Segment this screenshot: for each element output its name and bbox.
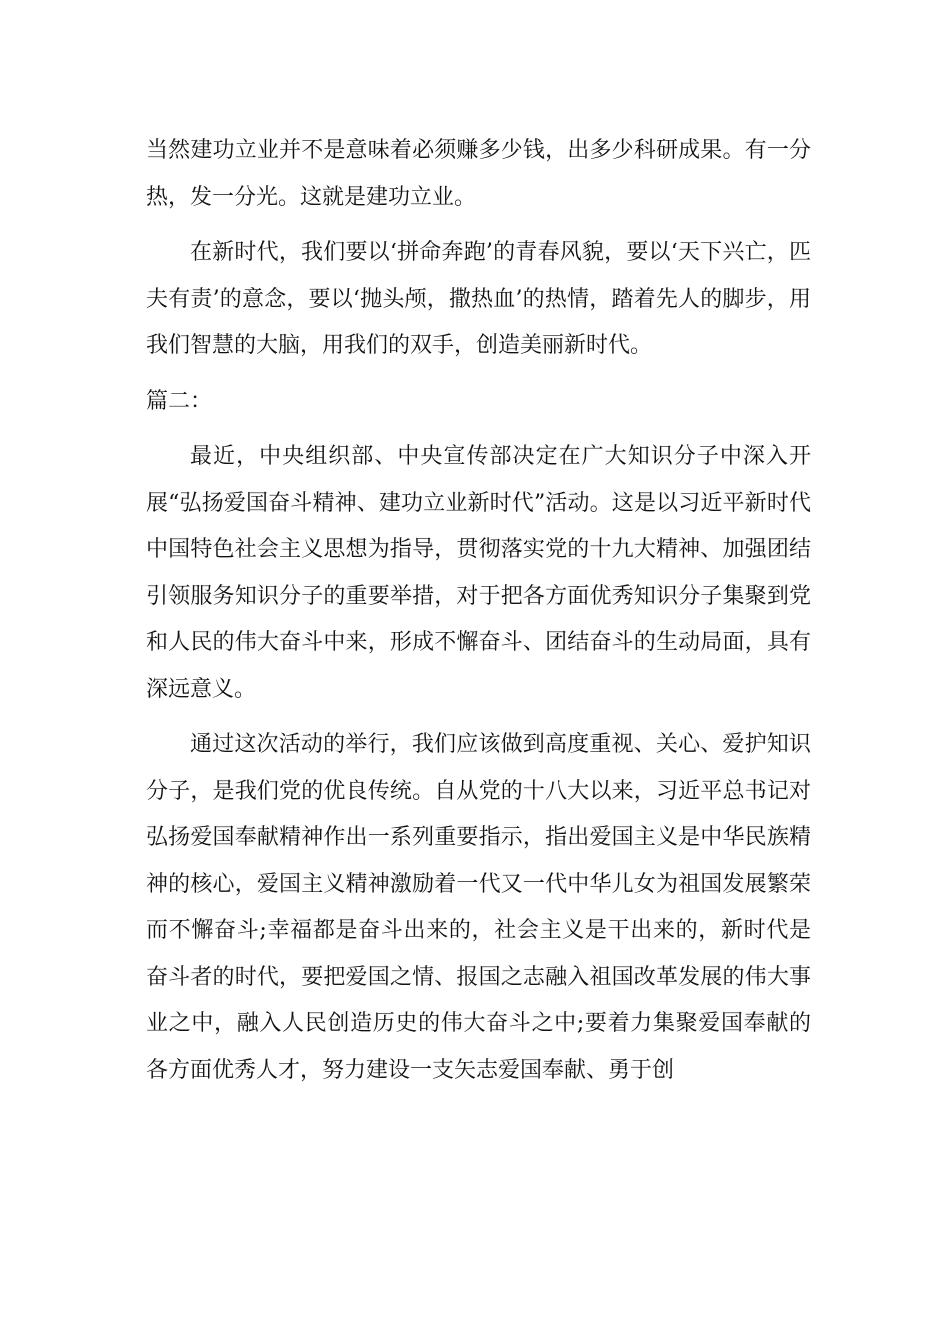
paragraph-activity-intro: 最近，中央组织部、中央宣传部决定在广大知识分子中深入开展“弘扬爱国奋斗精神、建功立业新时代”活动。这是以习近平新时代中国特色社会主义思想为指导，贯彻落实党的十九大精神、加强团结引领服务知识分子的重要举措，对于把各方面优秀知识分子集聚到党和人民的伟大奋斗中来，形成不懈奋斗、团结奋斗的生动局面，具有深远意义。 (146, 444, 811, 702)
paragraph-new-era: 在新时代，我们要以‘拼命奔跑’的青春风貌，要以‘天下兴亡，匹夫有责’的意念，要以‘抛头颅，撒热血’的热情，踏着先人的脚步，用我们智慧的大脑，用我们的双手，创造美丽新时代。 (146, 240, 811, 358)
paragraph-continuation: 当然建功立业并不是意味着必须赚多少钱，出多少科研成果。有一分热，发一分光。这就是建功立业。 (146, 138, 811, 210)
section-heading: 篇二： (146, 388, 213, 414)
paragraph-activity-significance: 通过这次活动的举行，我们应该做到高度重视、关心、爱护知识分子，是我们党的优良传统。自从党的十八大以来，习近平总书记对弘扬爱国奉献精神作出一系列重要指示，指出爱国主义是中华民族精神的核心，爱国主义精神激励着一代又一代中华儿女为祖国发展繁荣而不懈奋斗;幸福都是奋斗出来的，社会主义是干出来的，新时代是奋斗者的时代，要把爱国之情、报国之志融入祖国改革发展的伟大事业之中，融入人民创造历史的伟大奋斗之中;要着力集聚爱国奉献的各方面优秀人才，努力建设一支矢志爱国奉献、勇于创 (146, 732, 811, 1083)
document-body (146, 128, 811, 1103)
